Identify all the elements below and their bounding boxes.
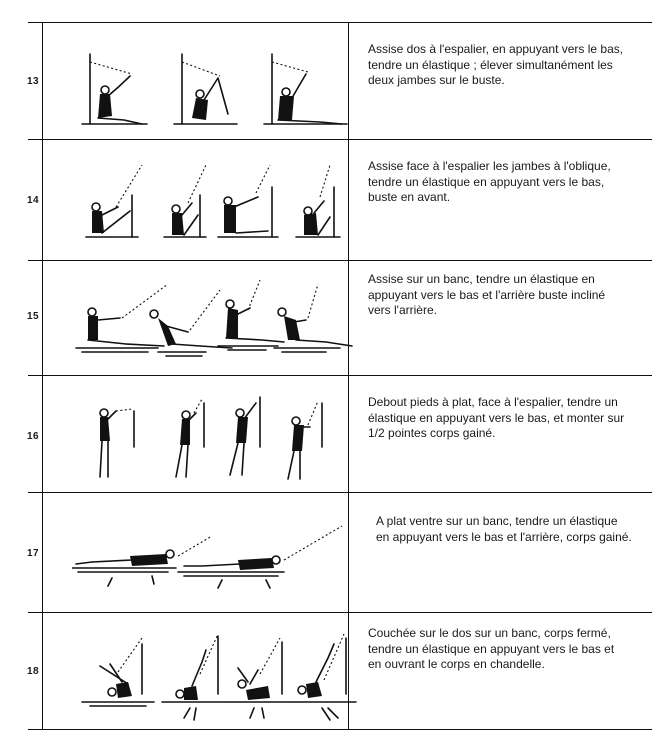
- exercise-row: [28, 139, 652, 260]
- exercise-illustration: [72, 622, 358, 726]
- exercise-illustration: [72, 32, 358, 132]
- exercise-number: 15: [26, 311, 40, 322]
- exercise-number: 13: [26, 76, 40, 87]
- exercise-description: Debout pieds à plat, face à l'espalier, tendre un élastique en appuyant vers le bas, et monter sur 1/2 pointes corps gainé.: [368, 395, 625, 440]
- exercise-description: Assise sur un banc, tendre un élastique en appuyant vers le bas et l'arrière buste incliné vers l'arrière.: [368, 272, 606, 317]
- exercise-number: 17: [26, 548, 40, 559]
- exercise-row: [28, 260, 652, 375]
- exercise-number: 14: [26, 195, 40, 206]
- exercise-illustration: [72, 520, 358, 600]
- exercise-number: 16: [26, 431, 40, 442]
- exercise-illustration: [72, 151, 358, 251]
- exercise-row: [28, 22, 652, 139]
- exercise-row: [28, 375, 652, 492]
- exercise-description: Assise dos à l'espalier, en appuyant vers le bas, tendre un élastique ; élever simultanément les deux jambes sur le buste.: [368, 42, 624, 87]
- exercise-description: Assise face à l'espalier les jambes à l'oblique, tendre un élastique en appuyant vers le bas, buste en avant.: [368, 159, 611, 204]
- exercise-description: Couchée sur le dos sur un banc, corps fermé, tendre un élastique en appuyant vers le bas et en ouvrant le corps en chandelle.: [368, 626, 615, 671]
- exercise-row: [28, 612, 652, 729]
- exercise-number: 18: [26, 666, 40, 677]
- exercise-row: [28, 492, 652, 612]
- table-rule: [28, 729, 652, 730]
- exercise-illustration: [72, 274, 358, 370]
- exercise-table: [28, 22, 652, 730]
- exercise-description: A plat ventre sur un banc, tendre un élastique en appuyant vers le bas et l'arrière, corps gainé.: [376, 514, 632, 544]
- exercise-illustration: [72, 381, 358, 487]
